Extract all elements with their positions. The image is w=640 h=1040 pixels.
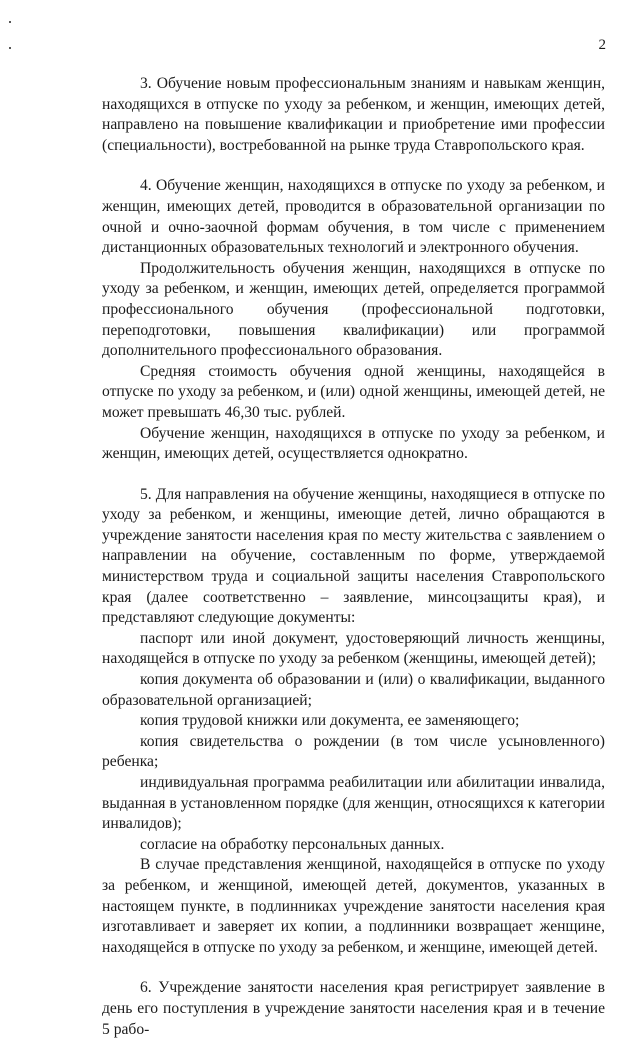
page-number: 2	[598, 37, 606, 53]
paragraph-cost: Средняя стоимость обучения одной женщины, находящейся в отпуске по уходу за ребенком, и (или) одной женщины, имеющей детей, не может превышать 46,30 тыс. рублей.	[102, 362, 605, 421]
list-item-birth-certificate: копия свидетельства о рождении (в том числе усыновленного) ребенка;	[102, 732, 605, 771]
list-item-passport: паспорт или иной документ, удостоверяющий личность женщины, находящейся в отпуске по уходу за ребенком (женщины, имеющей детей);	[102, 629, 605, 668]
document-body	[102, 74, 605, 1040]
list-item-rehabilitation: индивидуальная программа реабилитации или абилитации инвалида, выданная в установленном порядке (для женщин, относящихся к категории инвалидов);	[102, 774, 605, 833]
list-item-education: копия документа об образовании и (или) о квалификации, выданного образовательной организацией;	[102, 671, 605, 709]
list-item-consent: согласие на обработку персональных данных.	[140, 835, 445, 853]
paragraph-4: 4. Обучение женщин, находящихся в отпуске по уходу за ребенком, и женщин, имеющих детей, проводится в образовательной организации по очной и очно-заочной формам обучения, в том числе с применением дистанционных образовательных технологий и электронного обучения.	[102, 177, 605, 257]
paragraph-originals: В случае представления женщиной, находящейся в отпуске по уходу за ребенком, и женщиной, имеющей детей, документов, указанных в настоящем пункте, в подлинниках учреждение занятости населения края изготавливает и заверяет их копии, а подлинники возвращает женщине, находящейся в отпуске по уходу за ребенком, и женщине, имеющей детей.	[102, 856, 605, 956]
paragraph-3: 3. Обучение новым профессиональным знаниям и навыкам женщин, находящихся в отпуске по уходу за ребенком, и женщин, имеющих детей, направлено на повышение квалификации и приобретение ими профессии (специальности), востребованной на рынке труда Ставропольского края.	[102, 75, 605, 154]
paragraph-once: Обучение женщин, находящихся в отпуске по уходу за ребенком, и женщин, имеющих детей, осуществляется однократно.	[102, 424, 605, 463]
paragraph-duration: Продолжительность обучения женщин, находящихся в отпуске по уходу за ребенком, и женщин, имеющих детей, определяется программой профессионального обучения (профессиональной подготовки, переподготовки, повышения квалификации) или программой дополнительного профессионального образования.	[102, 259, 605, 360]
list-item-workbook: копия трудовой книжки или документа, ее заменяющего;	[140, 712, 520, 730]
paragraph-5: 5. Для направления на обучение женщины, находящиеся в отпуске по уходу за ребенком, и женщины, имеющие детей, лично обращаются в учреждение занятости населения края по месту жительства с заявлением о направлении на обучение, составленным по форме, утверждаемой министерством труда и социальной защиты населения Ставропольского края (далее соответственно – заявление, минсоцзащиты края), и представляют следующие документы:	[102, 485, 605, 627]
scan-speck	[9, 47, 11, 49]
paragraph-6: 6. Учреждение занятости населения края регистрирует заявление в день его поступления в учреждение занятости населения края и в течение 5 рабо-	[102, 979, 605, 1038]
scan-speck	[9, 21, 11, 23]
